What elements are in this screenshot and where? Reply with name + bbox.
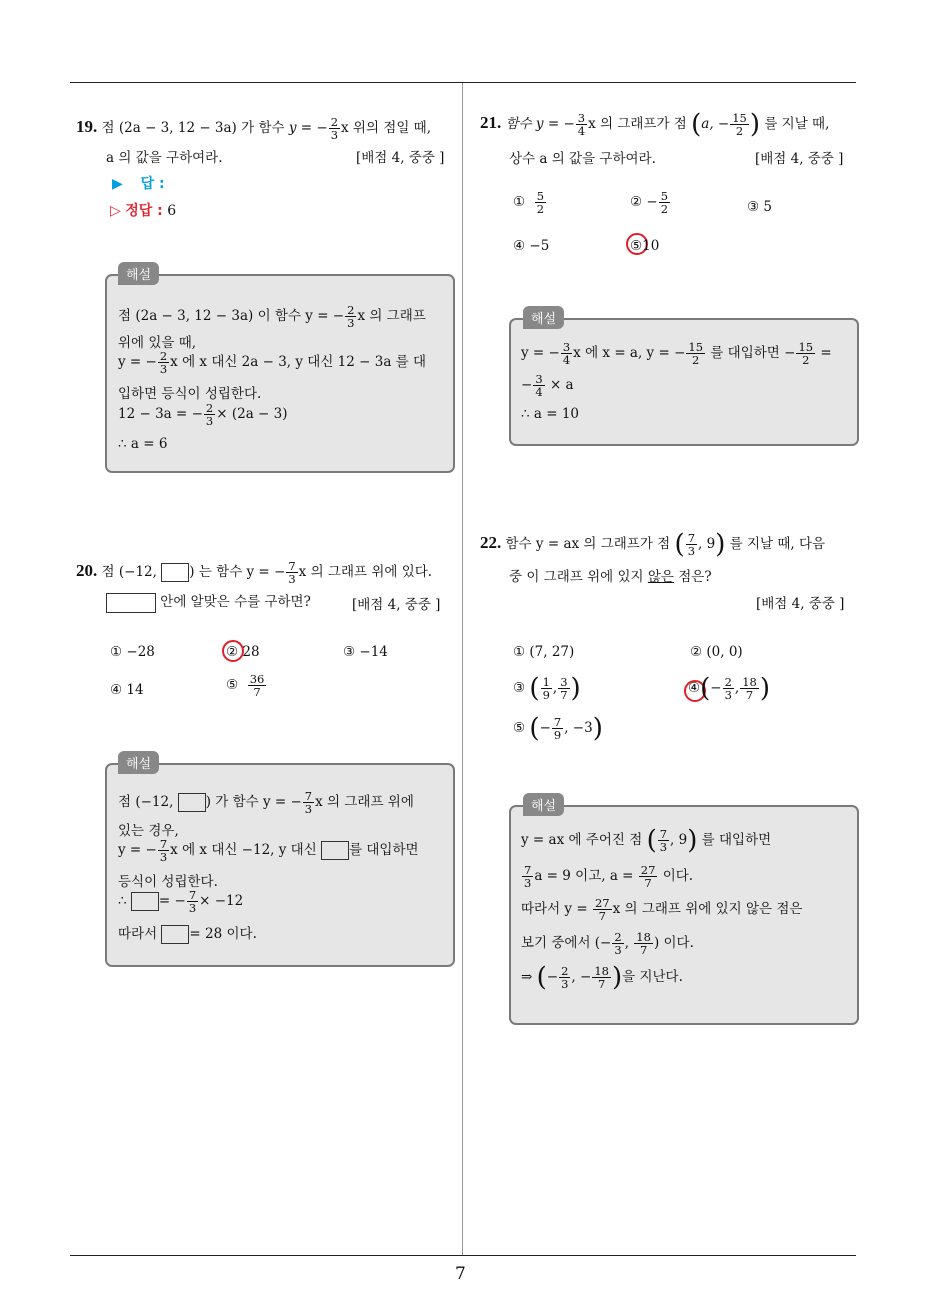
- q21-choice-1[interactable]: ① $\frac{5}{2}$: [513, 189, 545, 216]
- blank-box: [161, 563, 189, 582]
- q21-line2: 상수 a 의 값을 구하여라.: [509, 151, 656, 167]
- q19-line1: [76, 116, 431, 141]
- q20-choice-1[interactable]: ① −28: [110, 644, 155, 660]
- q19-expl-line3: y = − $\frac{2}{3}$ x 에 x 대신 2a − 3, y 대신 12 − 3a 를 대: [118, 349, 427, 376]
- q22-line1: 22. 함수 y = ax 의 그래프가 점 ( $\frac{7}{3}$ , 9) 를 지날 때, 다음: [480, 529, 826, 560]
- outline-arrow-icon: ▷: [110, 203, 121, 219]
- q21-choice-4[interactable]: ④ −5: [513, 238, 550, 254]
- q20-choice-5[interactable]: ⑤ $\frac{36}{7}$: [226, 672, 265, 699]
- q19-score: [배점 4, 중중 ]: [356, 150, 445, 166]
- q22-choice-3[interactable]: ③ ( $\frac{1}{9}$ , $\frac{3}{7}$ ): [513, 673, 581, 704]
- q20-explanation-tag: 해설: [118, 751, 159, 774]
- correct-label: 정답 :: [125, 203, 163, 219]
- q19-number: 19.: [76, 117, 98, 136]
- q22-choice-1[interactable]: ① (7, 27): [513, 644, 575, 660]
- q20-expl-line5: ∴ = − $\frac{7}{3}$ × −12: [118, 888, 244, 915]
- q21-score: [배점 4, 중중 ]: [755, 151, 844, 167]
- q22-expl-line1: y = ax 에 주어진 점 ( $\frac{7}{3}$ , 9) 를 대입하면: [521, 825, 772, 856]
- page-number: 7: [455, 1264, 466, 1284]
- top-rule: [70, 82, 856, 83]
- q19-expl-line5: 12 − 3a = − $\frac{2}{3}$ × (2a − 3): [118, 401, 288, 428]
- q20-line1: 20. 점 (−12, ) 는 함수 y = − $\frac{7}{3}$ x 의 그래프 위에 있다.: [76, 559, 433, 586]
- q22-line2: 중 이 그래프 위에 있지 않은 점은?: [509, 569, 712, 585]
- q21-number: 21.: [480, 113, 502, 132]
- play-arrow-icon: ▶: [112, 176, 123, 192]
- q19-eq: y = −: [288, 120, 328, 136]
- q21-choice-5[interactable]: ⑤10: [630, 238, 660, 254]
- q19-expl-line2: 위에 있을 때,: [118, 335, 197, 351]
- q22-expl-line4: 보기 중에서 (− $\frac{2}{3}$ , $\frac{18}{7}$ ) 이다.: [521, 930, 694, 957]
- q20-choice-3[interactable]: ③ −14: [343, 644, 388, 660]
- q22-score: [배점 4, 중중 ]: [756, 596, 845, 612]
- q19-expl-line1: 점 (2a − 3, 12 − 3a) 이 함수 y = − $\frac{2}{3}$ x 의 그래프: [118, 303, 426, 330]
- q22-choice-2[interactable]: ② (0, 0): [690, 644, 743, 660]
- q20-number: 20.: [76, 561, 98, 580]
- correct-value: 6: [167, 203, 177, 219]
- q21-choice-2[interactable]: ② − $\frac{5}{2}$: [630, 189, 669, 216]
- q19-text-post: x 위의 점일 때,: [341, 120, 431, 136]
- q22-number: 22.: [480, 533, 502, 552]
- q22-explanation-tag: 해설: [523, 793, 564, 816]
- q19-text: 점 (2a − 3, 12 − 3a) 가 함수: [101, 120, 285, 136]
- q20-expl-line4: 등식이 성립한다.: [118, 874, 218, 890]
- q19-expl-line4: 입하면 등식이 성립한다.: [118, 386, 262, 402]
- column-divider: [462, 83, 463, 1255]
- q20-expl-line6: 따라서 = 28 이다.: [118, 926, 257, 942]
- q22-expl-line3: 따라서 y = $\frac{27}{7}$ x 의 그래프 위에 있지 않은 점은: [521, 896, 803, 923]
- blank-box-wide: [106, 593, 156, 613]
- q20-choice-2[interactable]: ② 28: [226, 644, 260, 660]
- q22-expl-line5: ⇒ (− $\frac{2}{3}$ , − $\frac{18}{7}$ )을 지난다.: [521, 962, 683, 993]
- q20-expl-line3: y = − $\frac{7}{3}$ x 에 x 대신 −12, y 대신 를 대입하면: [118, 837, 419, 864]
- q21-choice-3[interactable]: ③ 5: [747, 199, 772, 215]
- answer-label: 답 :: [140, 176, 165, 192]
- q21-expl-line3: ∴ a = 10: [521, 406, 580, 422]
- q21-expl-line1: y = − $\frac{3}{4}$ x 에 x = a, y = − $\frac{15}{2}$ 를 대입하면 − $\frac{15}{2}$ =: [521, 340, 832, 367]
- q20-expl-line2: 있는 경우,: [118, 823, 179, 839]
- q22-choice-4[interactable]: ④(− $\frac{2}{3}$ , $\frac{18}{7}$ ): [688, 673, 770, 704]
- q19-frac: $\frac{2}{3}$: [330, 115, 339, 142]
- q21-explanation-tag: 해설: [523, 306, 564, 329]
- q22-expl-line2: $\frac{7}{3}$ a = 9 이고, a = $\frac{27}{7}$ 이다.: [524, 863, 694, 890]
- q19-correct-row: [110, 200, 176, 220]
- q20-line2: 안에 알맞은 수를 구하면?: [106, 590, 311, 613]
- q19-answer-row[interactable]: [112, 173, 165, 193]
- bottom-rule: [70, 1255, 856, 1256]
- q20-choice-4[interactable]: ④ 14: [110, 682, 144, 698]
- q20-score: [배점 4, 중중 ]: [352, 597, 441, 613]
- q19-line2: a 의 값을 구하여라.: [106, 150, 223, 166]
- q21-line1: 21. 함수 y = − $\frac{3}{4}$ x 의 그래프가 점 (a, − $\frac{15}{2}$ ) 를 지날 때,: [480, 109, 830, 140]
- q21-expl-line2: − $\frac{3}{4}$ × a: [521, 372, 574, 399]
- q19-explanation-tag: 해설: [118, 262, 159, 285]
- q19-expl-line6: ∴ a = 6: [118, 436, 168, 452]
- q22-choice-5[interactable]: ⑤ (− $\frac{7}{9}$ , −3): [513, 713, 603, 744]
- q20-expl-line1: 점 (−12, ) 가 함수 y = − $\frac{7}{3}$ x 의 그래프 위에: [118, 789, 414, 816]
